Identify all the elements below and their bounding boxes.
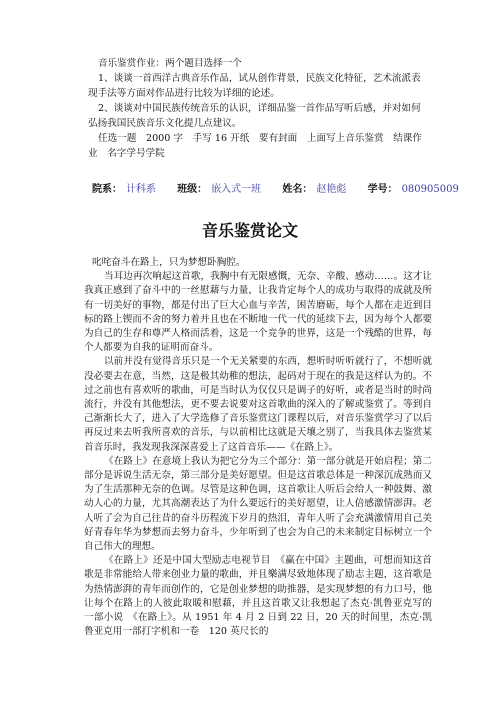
essay-paragraph-1: 叱咤奋斗在路上，只为梦想卧胸腔。: [92, 257, 246, 268]
student-info-line: [92, 180, 459, 195]
name-label: 姓名：: [282, 184, 313, 195]
class-value: 嵌入式一班: [211, 184, 262, 195]
name-value: 赵艳彪: [316, 184, 347, 195]
assignment-heading: 音乐鉴赏作业：两个题目选择一个: [98, 58, 242, 69]
essay-paragraph-4: 《在路上》在意境上我认为把它分为三个部分：第一部分就是开始启程；第二部分是诉说生活无奈，第三部分是美好愿望。但是这首歌总体是一种深沉成熟而又为了生活那种无奈的色调。尽管是这种色调，这首歌让人听后会给人一种鼓舞、激动人心的力量，尤其高潮表达了为什么要远行的美好愿望，让人倍感激情澎湃。老人听了会为自己往昔的奋斗历程流下岁月的热泪，青年人听了会充满激情用自己美好青春年华为梦想而去努力奋斗，少年听到了也会为自己的未来制定目标树立一个自己伟大的理想。: [84, 455, 432, 553]
college-label: 院系：: [92, 184, 122, 195]
class-label: 班级：: [177, 184, 208, 195]
assignment-block: [88, 56, 430, 161]
essay-paragraph-5: 《在路上》还是中国大型励志电视节目 《赢在中国》主题曲，可想而知这首歌是非常能给人带来创业力量的歌曲，并且樂满尽致地体现了励志主题，这首歌是为热情澎湃的青年而创作的，它是创业梦想的助推器，是实现梦想的有力口号，他让每个在路上的人彼此取暖和慰藉，并且这首歌又让我想起了杰克·凯鲁亚克写的一部小说 《在路上》。从 1951 年 4 月 2 日到 22 日，20 天的时间里，杰克·凯鲁亚克用一部打字机和一卷 120 英尺长的: [84, 555, 432, 638]
college-value: 计科系: [126, 184, 156, 195]
assignment-item-2: 2、谈谈对中国民族传统音乐的认识，详细品鉴一首作品写听后感，并对如何弘扬我国民族音乐文化提几点建议。: [88, 103, 421, 129]
essay-title: 音乐鉴赏论文: [201, 221, 298, 240]
student-id-label: 学号：: [367, 184, 398, 195]
essay-paragraph-2: 当耳边再次响起这首歌，我胸中有无限感慨，无奈、辛酸、感动……。这才让我真正感到了奋斗中的一丝慰藉与力量，让我肯定每个人的成功与取得的成就及所有一切美好的事物，都是付出了巨大心血与辛苦，困苦磨砺，每个人都在走近到目标的路上锲而不舍的努力着并且也在不断地一代一代的延续下去，因为每个人都要为自己的生存和尊严人格而活着，这是一个竞争的世界，这是一个残酷的世界，每个人都要为自我的证明而奋斗。: [84, 271, 432, 354]
assignment-item-1: 1、谈谈一首西洋古典音乐作品，试从创作背景，民族文化特征，艺术流派表现手法等方面对作品进行比较为详细的论述。: [88, 73, 421, 99]
assignment-requirements: 任选一题 2000 字 手写 16 开纸 要有封面 上面写上音乐鉴赏 结课作业 名字学号学院: [88, 133, 422, 159]
student-id-value: 080905009: [401, 184, 459, 195]
essay-paragraph-3: 以前并没有觉得音乐只是一个无关紧要的东西，想听时听听就行了，不想听就没必要去在意，当然，这是极其幼稚的想法，起码对于现在的我是这样认为的。不过之前也有喜欢听的歌曲，可是当时认为仅仅只是调子的好听，或者是当时的时尚流行，并没有其他想法，更不要去说要对这首歌曲的深入的了解或鉴赏了。等到自己渐渐长大了，进入了大学选修了音乐鉴赏这门课程以后，对音乐鉴赏学习了以后再反过来去听我所喜欢的音乐，与以前相比这就是天壤之别了，当我具体去鉴赏某首音乐时，我发现我深深喜爱上了这首音乐——《在路上》。: [84, 356, 432, 453]
essay-body: [84, 256, 432, 639]
